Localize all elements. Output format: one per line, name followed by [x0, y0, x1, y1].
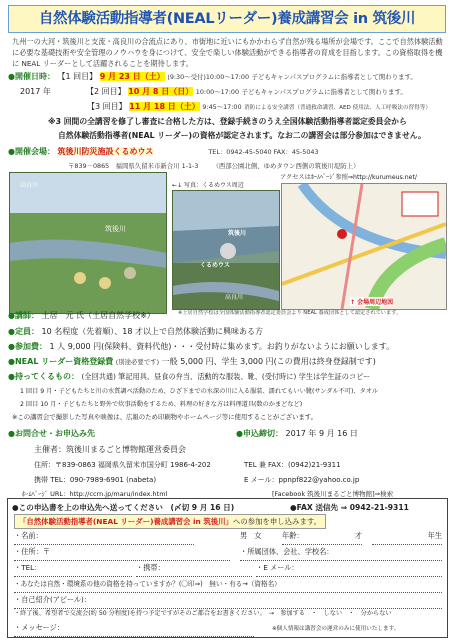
venue-address-text: 〒839－0865 福岡県久留米市新合川 1-1-3 — [68, 162, 199, 170]
contact-url[interactable]: ﾎｰﾑﾍﾟｰｼﾞ URL：http://ccrn.jp/maru/index.html — [22, 490, 168, 498]
deadline-date: 2017 年 9 月 16 日 — [285, 429, 358, 438]
schedule-row-3 — [87, 101, 431, 114]
schedule-3-num: 【3 回目】 — [87, 102, 127, 111]
schedule-label: 開催日時： — [14, 72, 55, 81]
schedule-2-note: 子どもキャンパスプログラムに指導者として関わります。 — [241, 88, 407, 96]
reg-fee: 一般 5,000 円、学生 3,000 円(この費用は終身登録制です) — [161, 357, 376, 366]
schedule-3-time: 9:45～17:00 — [202, 103, 242, 111]
name-field[interactable] — [14, 528, 194, 545]
bullet-icon: ● — [236, 429, 243, 438]
access-map-art — [282, 184, 446, 309]
intro-text: 九州一の大河・筑後川と支流・高良川の合流点にあり、市街地に近いにもかかわらず自然が残る場所が会場です。ここで自然体験活動に必要な基礎技術や安全管理のノウハウを身につけて、安全で楽しい体験活動ができる指導者の育成を目指します。この資格取得を機に NEAL リーダーとして活躍されることを期待します。 — [12, 37, 443, 68]
photo-caption: ←↓ 写真：くるめウス周辺 — [172, 182, 244, 189]
schedule-2-date: 10 月 8 日（日） — [128, 87, 194, 96]
party-question[interactable]: ・終了後、希望者で交流会(約 50 分程度)を持つ予定ですがそのご都合をお書きください。 → 参加する ・ しない ・ 分からない — [14, 610, 392, 617]
contact-row — [8, 428, 95, 440]
form-banner — [14, 514, 326, 529]
license-field[interactable] — [14, 576, 442, 593]
school-label: ・所属団体、会社、学校名： — [240, 547, 334, 556]
message-label: ・メッセージ： — [14, 623, 64, 632]
form-banner-post: への参加を申し込みます。 — [232, 517, 322, 526]
schedule-1-num: 【1 回目】 — [57, 72, 98, 81]
reg-row — [8, 356, 376, 368]
mobile-field[interactable] — [136, 560, 252, 577]
schedule-row-1 — [8, 71, 417, 83]
photo-label-5: 高良川 — [225, 294, 244, 301]
bullet-icon: ● — [8, 429, 15, 438]
schedule-note-2: 自然体験活動指導者(NEAL リーダー)の資格が認定されます。なお二の講習会は部分参加はできません。 — [58, 131, 426, 140]
reg-label: NEAL リーダー資格登録費 — [14, 357, 114, 366]
schedule-1-time: (9:30～受付)10:00～17:00 — [167, 73, 250, 81]
capacity-row — [8, 326, 263, 338]
age-label: 年齢： — [282, 531, 304, 540]
lecturer-name: 土居 元 氏（土居自然学校※） — [41, 311, 155, 320]
lecturer-label: 講師： — [14, 311, 39, 320]
venue-address — [68, 161, 359, 170]
bullet-icon: ● — [8, 327, 15, 336]
address-label: ・住所：〒 — [14, 547, 50, 556]
tel-label: ・TEL： — [14, 563, 42, 572]
form-banner-title: 「自然体験活動指導者(NEAL リーダー)養成講習会 in 筑後川」 — [19, 517, 233, 526]
grade-field[interactable] — [372, 528, 442, 545]
form-fax: ●FAX 送信先 ⇒ 0942-21-9311 — [290, 503, 409, 512]
lecturer-row — [8, 310, 155, 322]
mobile-label: ・携帯： — [136, 563, 165, 572]
deadline-row — [236, 428, 358, 440]
venue-name: 筑後川防災施設くるめウス — [57, 147, 154, 156]
address-field[interactable] — [14, 544, 230, 561]
river-photo-left — [9, 172, 167, 314]
bring-item-2: 2 回目 10 月・子どもたちと野外で炊事活動をするため、料理の好きな方は料理道具(数のかまどなど) — [20, 401, 303, 408]
bullet-icon: ● — [8, 311, 15, 320]
contact-mobile: 携帯 TEL：090-7989-6901 (nabeta) — [34, 476, 157, 484]
contact-email: E メール：ppnpf822@yahoo.co.jp — [244, 476, 360, 484]
sex-choice[interactable]: 男 女 — [240, 531, 262, 540]
schedule-1-note: 子どもキャンパスプログラムに指導者として関わります。 — [251, 73, 417, 81]
schedule-1-date: 9 月 23 日（土） — [99, 72, 165, 81]
bullet-icon: ● — [8, 342, 15, 351]
capacity-label: 定員： — [14, 327, 39, 336]
school-field[interactable] — [240, 544, 442, 561]
schedule-year: 2017 年 — [20, 87, 51, 96]
bring-label: 持ってくるもの： — [14, 372, 79, 381]
deadline-label: 申込締切： — [242, 429, 283, 438]
bullet-icon: ● — [8, 357, 15, 366]
schedule-2-time: 10:00～17:00 — [195, 88, 240, 96]
fee-text: 1 人 9,000 円(保険料、資料代他)・・・受付時に集めます。お釣りがないようにお願いします。 — [49, 342, 395, 351]
message-field[interactable] — [14, 620, 254, 637]
bring-text: (全回共通) 筆記用具、昼食の弁当、活動的な服装、靴、(受付時に) 学生は学生証のコピー — [81, 372, 371, 381]
venue-label: 開催会場： — [14, 147, 55, 156]
contact-facebook[interactable]: [Facebook 筑後川まるごと博物館]⇒検索 — [272, 490, 394, 498]
age-unit: 才 — [354, 531, 362, 540]
schedule-2-num: 【2 回目】 — [86, 87, 126, 96]
access-map — [281, 183, 447, 310]
venue-landmark: （西部公園北側、ゆめタウン西側の筑後川堤防上） — [212, 162, 360, 170]
bring-row — [8, 371, 370, 383]
reg-note: (別途必要です) — [115, 358, 160, 366]
bring-item-1: 1 回目 9 月・子どもたちと川の水質調べ活動のため、ひざ下までの水深の川に入る服装、濡れてもいい靴(サンダル不可)、タオル — [20, 388, 379, 395]
email-field[interactable] — [256, 560, 442, 577]
bring-note: ※この講習会で撮影した写真や映像は、広報のため印刷物やホームページ等に使用することがございます。 — [12, 413, 318, 421]
grade-label: 年生 — [427, 531, 442, 540]
photo-label-3: 筑後川 — [228, 230, 247, 237]
bullet-icon: ● — [8, 72, 15, 81]
schedule-row-2 — [20, 86, 407, 98]
email-label: ・E メール： — [256, 563, 299, 572]
privacy-note: ※個人情報は講習会の運営のみに使用いたします。 — [272, 626, 400, 632]
map-label: ↑ 会場周辺地図 — [350, 299, 394, 306]
access-text: アクセスはﾎｰﾑﾍﾟｰｼﾞ参照⇒http://kurumeus.net/ — [280, 174, 417, 181]
schedule-3-note: 消防による安全講習（普通救命講習、AED 使用法、人工呼吸法の習得等） — [244, 105, 431, 111]
age-field[interactable] — [282, 528, 362, 545]
appeal-label: ・自己紹介(アピール)： — [14, 595, 92, 604]
contact-org: 主催者：筑後川まるごと博物館運営委員会 — [34, 445, 186, 454]
tel-field[interactable] — [14, 560, 132, 577]
contact-addr: 住所：〒839-0863 福岡県久留米市国分町 1986-4-202 — [34, 461, 211, 469]
bullet-icon: ● — [8, 147, 15, 156]
fee-label: 参加費： — [14, 342, 47, 351]
fee-row — [8, 341, 394, 353]
photo-label-4: くるめウス — [200, 262, 230, 269]
lecturer-note: ※土居自然学校は全国体験活動指導者認定委員会より NEAL 養成団体として認定されています。 — [178, 310, 402, 316]
venue-tel: TEL：0942-45-5040 FAX：45-5043 — [208, 148, 319, 156]
license-label: ・あなたは自然・環境系の他の資格を持っていますか？(〇印⇒) 無い・有る→（資格名） — [14, 580, 281, 588]
contact-telfax: TEL 兼 FAX：(0942)21-9311 — [244, 461, 341, 469]
bullet-icon: ● — [8, 372, 15, 381]
form-head: ●この申込書を上の申込先へ送ってください (〆切 9 月 16 日) — [12, 503, 235, 512]
page-title: 自然体験活動指導者(NEALリーダー)養成講習会 in 筑後川 — [8, 5, 446, 33]
photo-label-2: 筑後川 — [105, 225, 126, 233]
schedule-note-1: ※3 回間の全講習を修了し審査に合格した方は、登録手続きのうえ全国体験活動指導者認定委員会から — [48, 117, 407, 126]
river-photo-left-art — [10, 173, 166, 313]
venue-row — [8, 146, 319, 158]
contact-label: お問合せ・お申込み先 — [14, 429, 95, 438]
capacity-text: 10 名程度（先着順）、18 才以上で自然体験活動に興味ある方 — [41, 327, 263, 336]
name-label: ・名前： — [14, 531, 43, 540]
schedule-3-date: 11 月 18 日（土） — [129, 102, 200, 111]
photo-label-1: 高良川 — [20, 182, 39, 189]
